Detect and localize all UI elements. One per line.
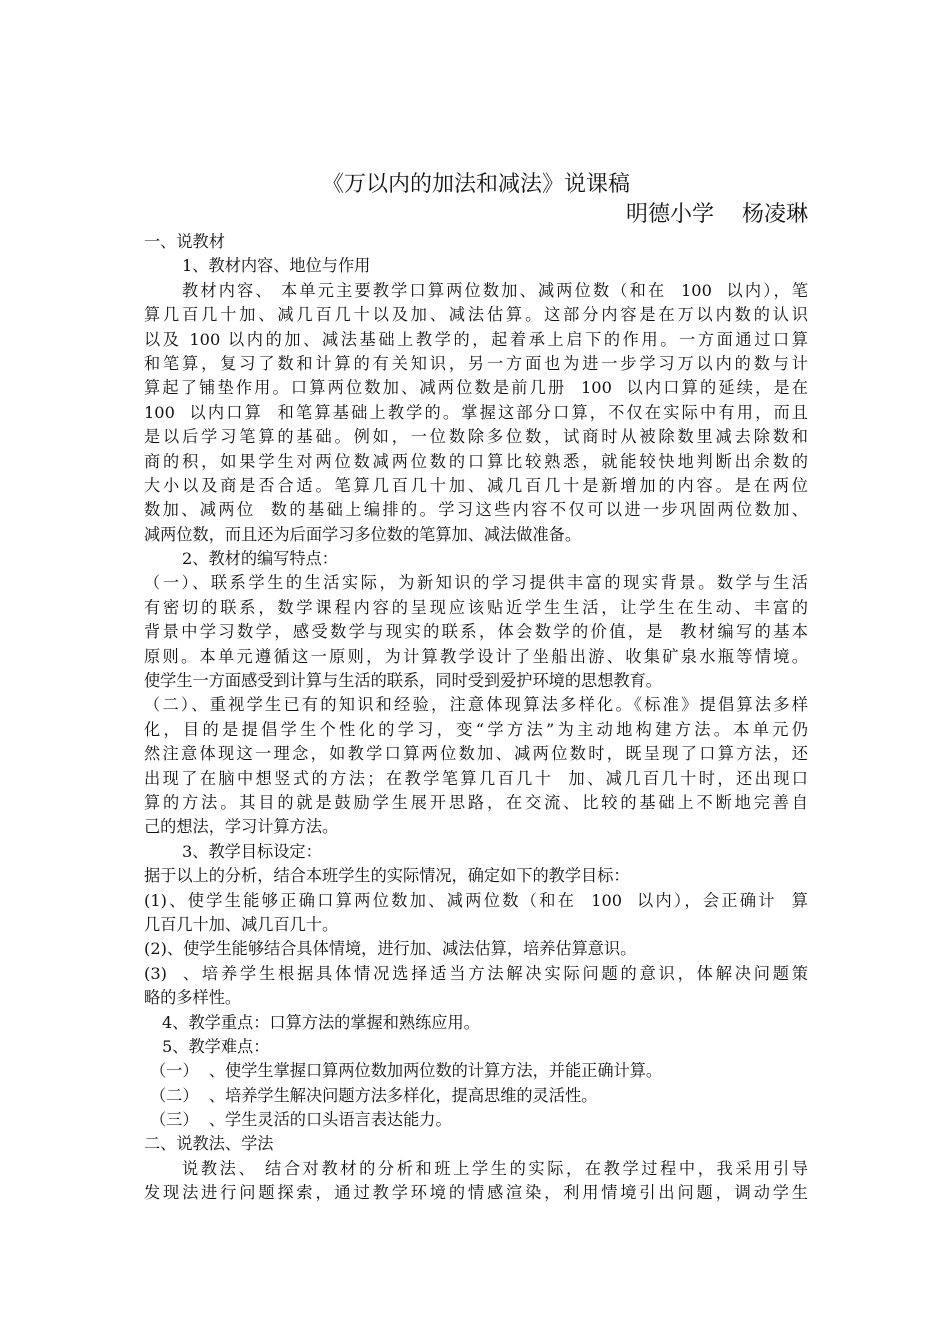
paragraph-line: 教材内容、 本单元主要教学口算两位数加、减两位数（和在 100 以内），笔: [182, 280, 808, 300]
paragraph-line: 说教法、 结合对教材的分析和班上学生的实际，在教学过程中，我采用引导: [182, 1158, 808, 1178]
paragraph-line: 算的方法。其目的就是鼓励学生展开思路，在交流、比较的基础上不断地完善自: [144, 792, 808, 812]
paragraph-line: 使学生一方面感受到计算与生活的联系，同时受到爱护环境的思想教育。: [144, 671, 662, 691]
section-heading-methods: 二、说教法、学法: [144, 1134, 274, 1154]
paragraph-line: 有密切的联系，数学课程内容的呈现应该贴近学生生活，让学生在生动、丰富的: [144, 597, 808, 617]
goal-item-line: (1)、使学生能够正确口算两位数加、减两位数（和在 100 以内），会正确计 算: [144, 890, 808, 910]
subheading-difficulties: 5、教学难点：: [162, 1036, 270, 1056]
paragraph-line: 是以后学习笔算的基础。例如，一位数除多位数，试商时从被除数里减去除数和: [144, 427, 808, 447]
section-heading-teaching-material: 一、说教材: [144, 232, 225, 251]
paragraph-line: 大小以及商是否合适。笔算几百几十加、减几百几十是新增加的内容。是在两位: [144, 475, 808, 495]
document-title: 《万以内的加法和减法》说课稿: [321, 172, 630, 197]
paragraph-line: 然注意体现这一理念，如教学口算两位数加、减两位数时，既呈现了口算方法，还: [144, 744, 808, 764]
author-line: 明德小学 杨凌琳: [626, 202, 808, 227]
paragraph-line: （二）、重视学生已有的知识和经验，注意体现算法多样化。《标准》提倡算法多样: [144, 695, 808, 715]
document-page: [144, 170, 808, 1206]
paragraph-line: 背景中学习数学，感受数学与现实的联系，体会数学的价值，是 教材编写的基本: [144, 622, 808, 642]
paragraph-line: （一）、联系学生的生活实际，为新知识的学习提供丰富的现实背景。数学与生活: [144, 573, 808, 593]
paragraph-line: 100 以内口算 和笔算基础上教学的。掌握这部分口算，不仅在实际中有用，而且: [144, 402, 808, 422]
subheading-content-position: 1、教材内容、地位与作用: [182, 256, 371, 276]
paragraph-line: 己的想法，学习计算方法。: [144, 817, 339, 837]
paragraph-line: 算起了铺垫作用。口算两位数加、减两位数是前几册 100 以内口算的延续，是在: [144, 378, 808, 398]
paragraph-line: 化，目的是提倡学生个性化的学习，变“学方法”为主动地构建方法。本单元仍: [144, 719, 808, 739]
goal-item-line: 略的多样性。: [144, 988, 242, 1008]
paragraph-line: 据于以上的分析，结合本班学生的实际情况，确定如下的教学目标：: [144, 866, 630, 886]
paragraph-line: 和笔算，复习了数和计算的有关知识，另一方面也为进一步学习万以内的数与计: [144, 353, 808, 373]
subheading-writing-features: 2、教材的编写特点：: [182, 549, 338, 569]
goal-item-line: (3) 、培养学生根据具体情况选择适当方法解决实际问题的意识，体解决问题策: [144, 963, 808, 983]
paragraph-line: 减两位数，而且还为后面学习多位数的笔算加、减法做准备。: [144, 524, 582, 544]
goal-item-line: (2)、使学生能够结合具体情境，进行加、减法估算，培养估算意识。: [144, 939, 637, 959]
paragraph-line: 发现法进行问题探索，通过教学环境的情感渲染，利用情境引出问题，调动学生: [144, 1183, 808, 1203]
paragraph-line: 原则。本单元遵循这一原则，为计算教学设计了坐船出游、收集矿泉水瓶等情境。: [144, 646, 808, 666]
paragraph-line: 以及 100 以内的加、减法基础上教学的，起着承上启下的作用。一方面通过口算: [144, 329, 808, 349]
difficulty-item: （一） 、使学生掌握口算两位数加两位数的计算方法，并能正确计算。: [150, 1061, 663, 1081]
subheading-key-points: 4、教学重点：口算方法的掌握和熟练应用。: [162, 1012, 480, 1032]
difficulty-item: （三） 、学生灵活的口头语言表达能力。: [150, 1110, 452, 1130]
paragraph-line: 数加、减两位 数的基础上编排的。学习这些内容不仅可以进一步巩固两位数加、: [144, 500, 808, 520]
paragraph-line: 出现了在脑中想竖式的方法；在教学笔算几百几十 加、减几百几十时，还出现口: [144, 768, 808, 788]
subheading-teaching-goals: 3、教学目标设定：: [182, 841, 322, 861]
paragraph-line: 算几百几十加、减几百几十以及加、减法估算。这部分内容是在万以内数的认识: [144, 305, 808, 325]
paragraph-line: 商的积，如果学生对两位数减两位数的口算比较熟悉，就能较快地判断出余数的: [144, 451, 808, 471]
goal-item-line: 几百几十加、减几百几十。: [144, 914, 339, 934]
difficulty-item: （二） 、培养学生解决问题方法多样化，提高思维的灵活性。: [150, 1085, 598, 1105]
